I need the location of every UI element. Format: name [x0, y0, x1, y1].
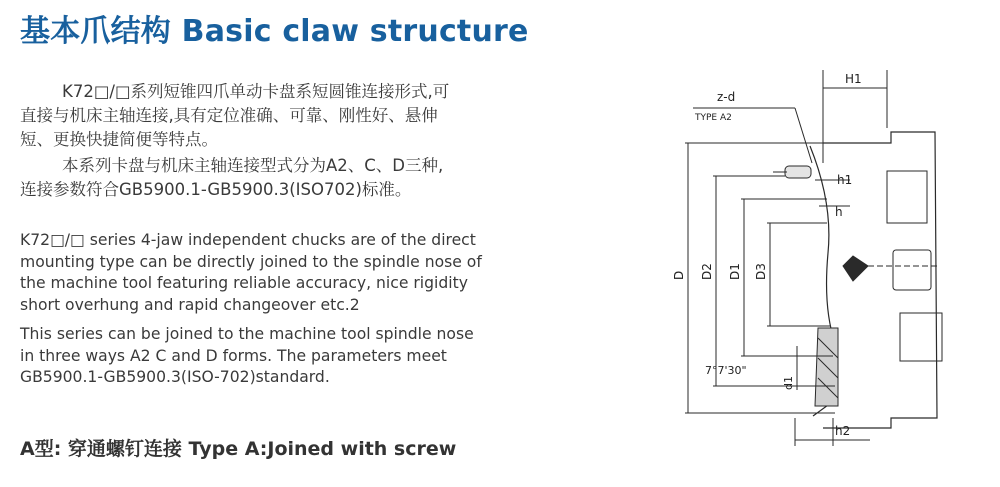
- label-zd: z-d: [717, 90, 736, 104]
- label-type-a2: TYPE A2: [695, 113, 732, 123]
- label-d2: D2: [700, 263, 714, 280]
- label-h2: h2: [835, 424, 851, 438]
- description-cn-paragraph-2: [20, 154, 443, 202]
- type-a-heading: A型: 穿通螺钉连接 Type A:Joined with screw: [20, 438, 457, 460]
- center-screw-key: [843, 256, 868, 281]
- label-d3: D3: [754, 263, 768, 280]
- text-line: 短、更换快捷简便等特点。: [20, 130, 218, 149]
- page-title: 基本爪结构 Basic claw structure: [20, 14, 529, 49]
- label-d1: D1: [728, 263, 742, 280]
- text-line: the machine tool featuring reliable accuracy, nice rigidity: [20, 274, 468, 293]
- text-line: 直接与机床主轴连接,具有定位准确、可靠、刚性好、悬伸: [20, 106, 438, 125]
- label-h1: h1: [837, 173, 853, 187]
- label-d1-lower: d1: [782, 376, 795, 390]
- description-en-paragraph-1: [20, 230, 482, 317]
- text-line: K72□/□ series 4-jaw independent chucks are of the direct: [20, 231, 476, 249]
- fixing-screw: [785, 166, 811, 178]
- label-h: h: [835, 205, 843, 219]
- text-line: GB5900.1-GB5900.3(ISO-702)standard.: [20, 368, 330, 387]
- description-cn-paragraph-1: [20, 80, 449, 152]
- zd-leader-diagonal: [795, 108, 812, 163]
- text-line: short overhung and rapid changeover etc.2: [20, 296, 360, 315]
- upper-jaw: [887, 171, 927, 223]
- chuck-technical-drawing: [655, 68, 965, 458]
- text-line: 连接参数符合GB5900.1-GB5900.3(ISO702)标准。: [20, 180, 412, 199]
- text-line: This series can be joined to the machine tool spindle nose: [20, 325, 474, 343]
- label-angle: 7°7'30": [705, 364, 747, 377]
- description-en-paragraph-2: [20, 324, 474, 389]
- text-line: K72□/□系列短锥四爪单动卡盘系短圆锥连接形式,可: [62, 82, 450, 101]
- jaw-screw: [893, 250, 931, 290]
- lower-jaw: [900, 313, 942, 361]
- text-line: mounting type can be directly joined to the spindle nose of: [20, 252, 482, 271]
- text-line: in three ways A2 C and D forms. The parameters meet: [20, 346, 447, 365]
- label-h1-top: H1: [845, 72, 862, 86]
- label-d: D: [672, 270, 686, 280]
- text-line: 本系列卡盘与机床主轴连接型式分为A2、C、D三种,: [62, 156, 444, 175]
